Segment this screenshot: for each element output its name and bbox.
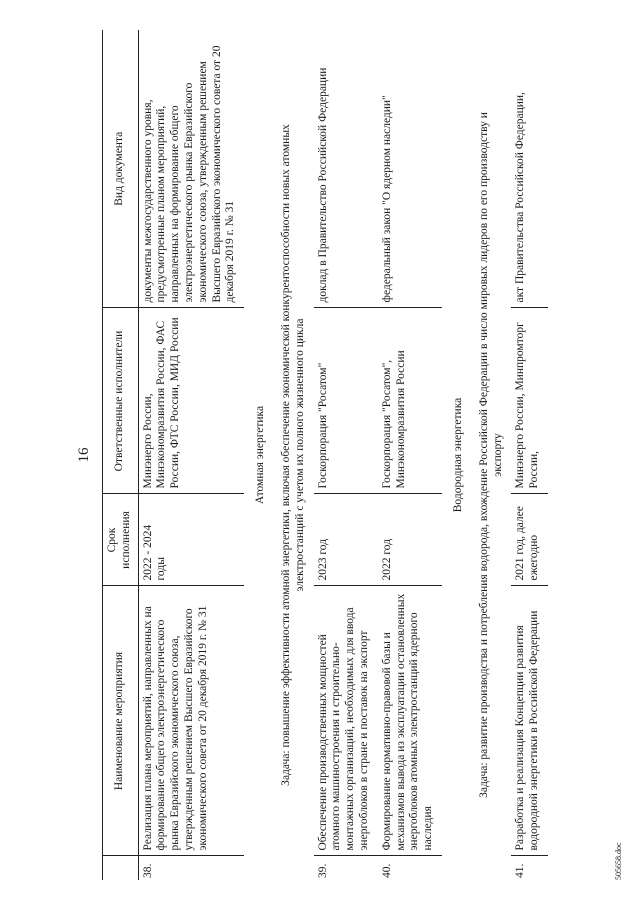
- row-name: Разработка и реализация Концепции развития водородной энергетики в Российской Федерации: [511, 586, 548, 856]
- header-name: Наименование мероприятия: [103, 586, 139, 856]
- section-heading-row: [244, 30, 276, 880]
- row-number: 39.: [316, 863, 329, 878]
- header-term: Срок исполнения: [103, 494, 139, 586]
- section-heading-row: [442, 30, 474, 880]
- task-row: [276, 30, 314, 880]
- row-name: Обеспечение производственных мощностей атомного машиностроения и строительно-монтажных организаций, необходимых для ввода энергоблоков в стране и поставок на экспорт: [314, 586, 378, 856]
- row-term: 2023 год: [314, 494, 378, 586]
- rotated-sheet: [76, 30, 626, 880]
- row-term: 2022 год: [378, 494, 442, 586]
- row-doc-type: федеральный закон "О ядерном наследии": [378, 30, 442, 308]
- row-executors: Госкорпорация "Росатом", Минэкономразвития России: [378, 308, 442, 494]
- row-name: Реализация плана мероприятий, направленных на формирование общего электроэнергетического рынка Евразийского экономического союза, утвержденным решением Высшего Евразийского экономического совета от 20 декабря 2019 г. № 31: [138, 586, 244, 856]
- table-row: [314, 30, 378, 880]
- row-doc-type: акт Правительства Российской Федерации,: [511, 30, 548, 308]
- section-heading: Водородная энергетика: [451, 397, 464, 513]
- header-doc-type: Вид документа: [103, 30, 139, 308]
- row-executors: Минэнерго России, Минпромторг России,: [511, 308, 548, 494]
- row-number: 38.: [141, 863, 154, 878]
- row-term: 2021 год, далее ежегодно: [511, 494, 548, 586]
- row-number: 41.: [514, 863, 527, 878]
- header-executors: Ответственные исполнители: [103, 308, 139, 494]
- row-doc-type: доклад в Правительство Российской Федерации: [314, 30, 378, 308]
- row-term: 2022 - 2024 годы: [138, 494, 244, 586]
- task-row: [474, 30, 512, 880]
- row-number: 40.: [380, 863, 393, 878]
- section-heading: Атомная энергетика: [254, 405, 267, 505]
- table-row: [378, 30, 442, 880]
- page-number: 16: [76, 447, 92, 463]
- table-row: [138, 30, 244, 880]
- header-num: [103, 856, 139, 880]
- row-name: Формирование нормативно-правовой базы и механизмов вывода из эксплуатации остановленных энергоблоков атомных электростанций ядерного наследия: [378, 586, 442, 856]
- task-text: Задача: развитие производства и потребления водорода, вхождение Российской Федерации в число мировых лидеров по его производству и экспорту: [477, 112, 504, 798]
- task-text: Задача: повышение эффективности атомной энергетики, включая обеспечение экономической конкурентоспособности новых атомных электростанций с учетом их полного жизненного цикла: [279, 124, 306, 786]
- table-row: [511, 30, 548, 880]
- row-executors: Минэнерго России, Минэкономразвития России, ФАС России, ФТС России, МИД России: [138, 308, 244, 494]
- plan-table: [102, 30, 548, 880]
- row-doc-type: документы межгосударственного уровня, предусмотренные планом мероприятий, направленных на формирование общего электроэнергетического рынка Евразийского экономического союза, утвержденным решением Высшего Евразийского экономического совета от 20 декабря 2019 г. № 31: [138, 30, 244, 308]
- row-executors: Госкорпорация "Росатом": [314, 308, 378, 494]
- file-name-footer: 505658.doc: [614, 842, 623, 880]
- table-header-row: [103, 30, 139, 880]
